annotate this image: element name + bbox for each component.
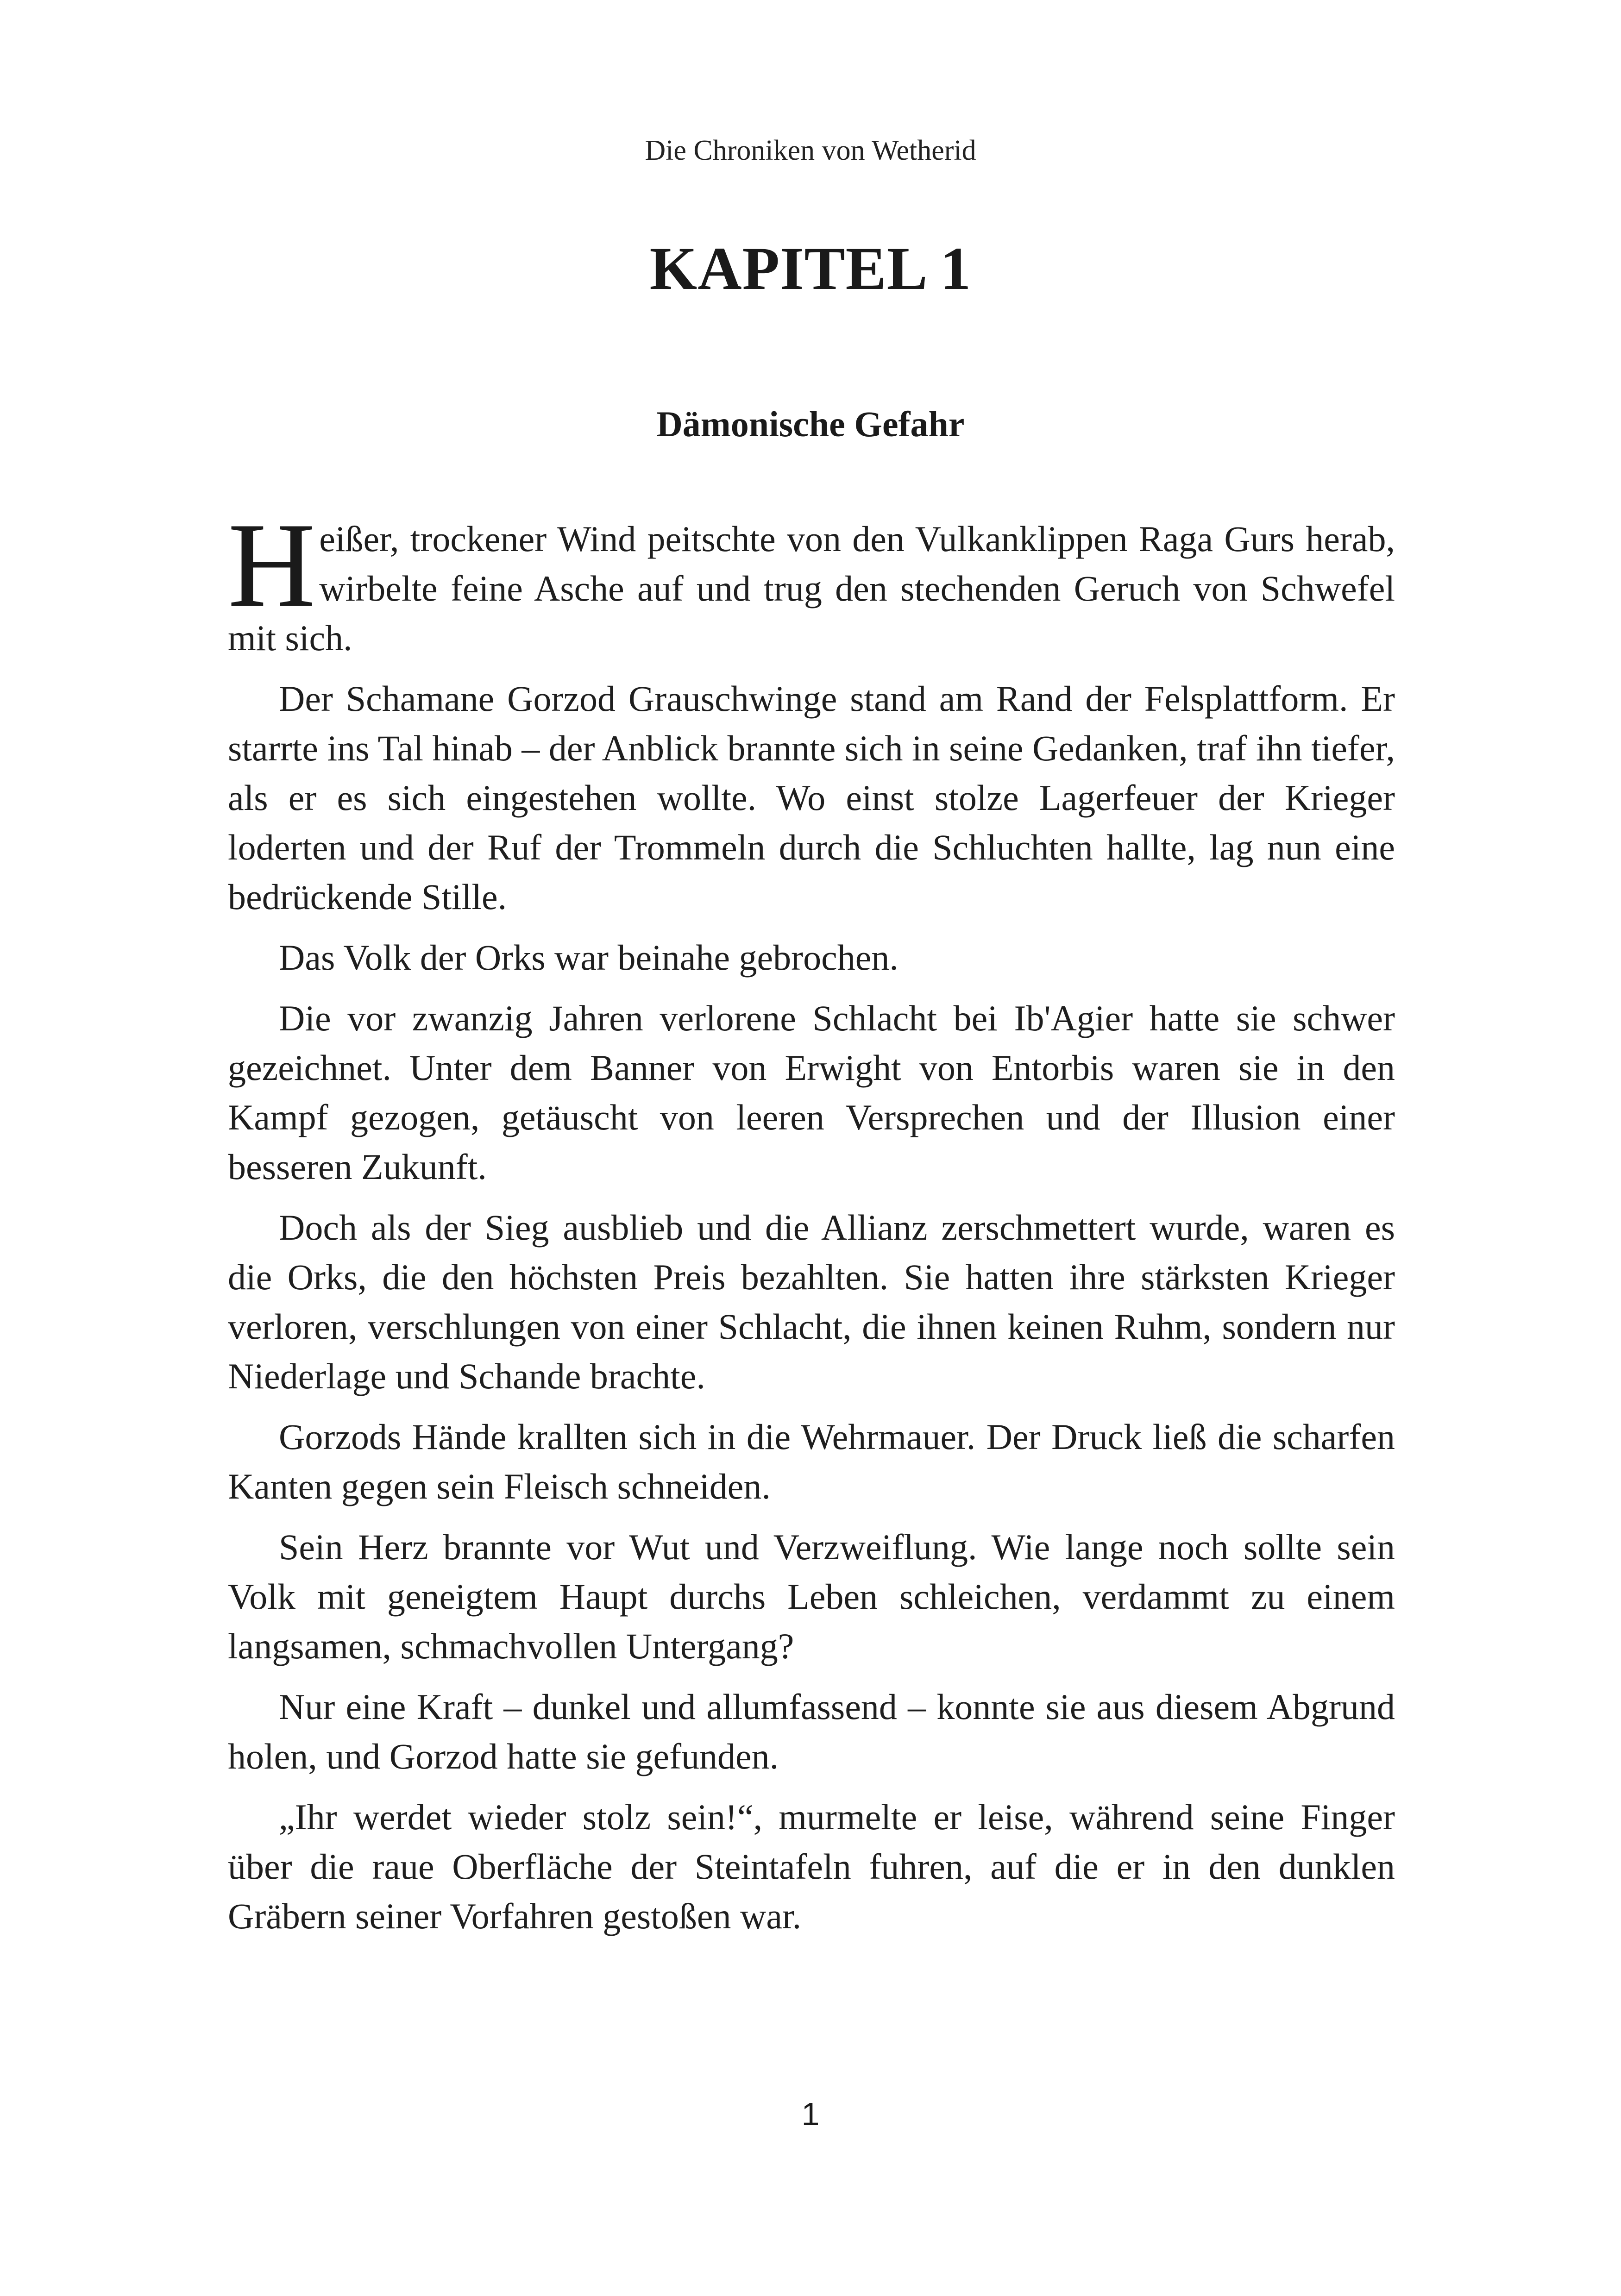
chapter-title: KAPITEL 1 (649, 234, 972, 302)
paragraph-3: Das Volk der Orks war beinahe gebrochen. (279, 937, 898, 978)
paragraph-9: „Ihr werdet wieder stolz sein!“, murmelte er leise, während seine Finger über die raue Oberfläche der Steintafeln fuhren, auf die er in den dunklen Gräbern seiner Vorfahren gestoßen war. (228, 1797, 1395, 1936)
drop-cap: H (228, 498, 316, 632)
paragraph-2: Der Schamane Gorzod Grauschwinge stand am Rand der Felsplattform. Er starrte ins Tal hinab – der Anblick brannte sich in seine Gedanken, traf ihn tiefer, als er es sich eingestehen wollte. Wo einst stolze Lagerfeuer der Krieger loderten und der Ruf der Trommeln durch die Schluchten hallte, lag nun eine bedrückende Stille. (228, 678, 1395, 917)
chapter-body (228, 498, 1395, 1952)
running-header: Die Chroniken von Wetherid (645, 135, 976, 166)
paragraph-1-text: eißer, trockener Wind peitschte von den Vulkanklippen Raga Gurs herab, wirbelte feine Asche auf und trug den stechenden Geruch von Schwefel mit sich. (228, 519, 1395, 658)
paragraph-4: Die vor zwanzig Jahren verlorene Schlacht bei Ib'Agier hatte sie schwer gezeichnet. Unter dem Banner von Erwight von Entorbis waren sie in den Kampf gezogen, getäuscht von leeren Versprechen und der Illusion einer besseren Zukunft. (228, 998, 1395, 1187)
paragraph-7: Sein Herz brannte vor Wut und Verzweiflung. Wie lange noch sollte sein Volk mit geneigtem Haupt durchs Leben schleichen, verdammt zu einem langsamen, schmachvollen Untergang? (228, 1527, 1395, 1666)
chapter-subtitle: Dämonische Gefahr (656, 404, 965, 444)
paragraph-8: Nur eine Kraft – dunkel und allumfassend – konnte sie aus diesem Abgrund holen, und Gorzod hatte sie gefunden. (228, 1687, 1395, 1776)
paragraph-5: Doch als der Sieg ausblieb und die Allianz zerschmettert wurde, waren es die Orks, die den höchsten Preis bezahlten. Sie hatten ihre stärksten Krieger verloren, verschlungen von einer Schlacht, die ihnen keinen Ruhm, sondern nur Niederlage und Schande brachte. (228, 1207, 1395, 1396)
paragraph-1 (228, 498, 1395, 663)
paragraph-6: Gorzods Hände krallten sich in die Wehrmauer. Der Druck ließ die scharfen Kanten gegen sein Fleisch schneiden. (228, 1417, 1395, 1506)
page-number: 1 (801, 2096, 820, 2132)
